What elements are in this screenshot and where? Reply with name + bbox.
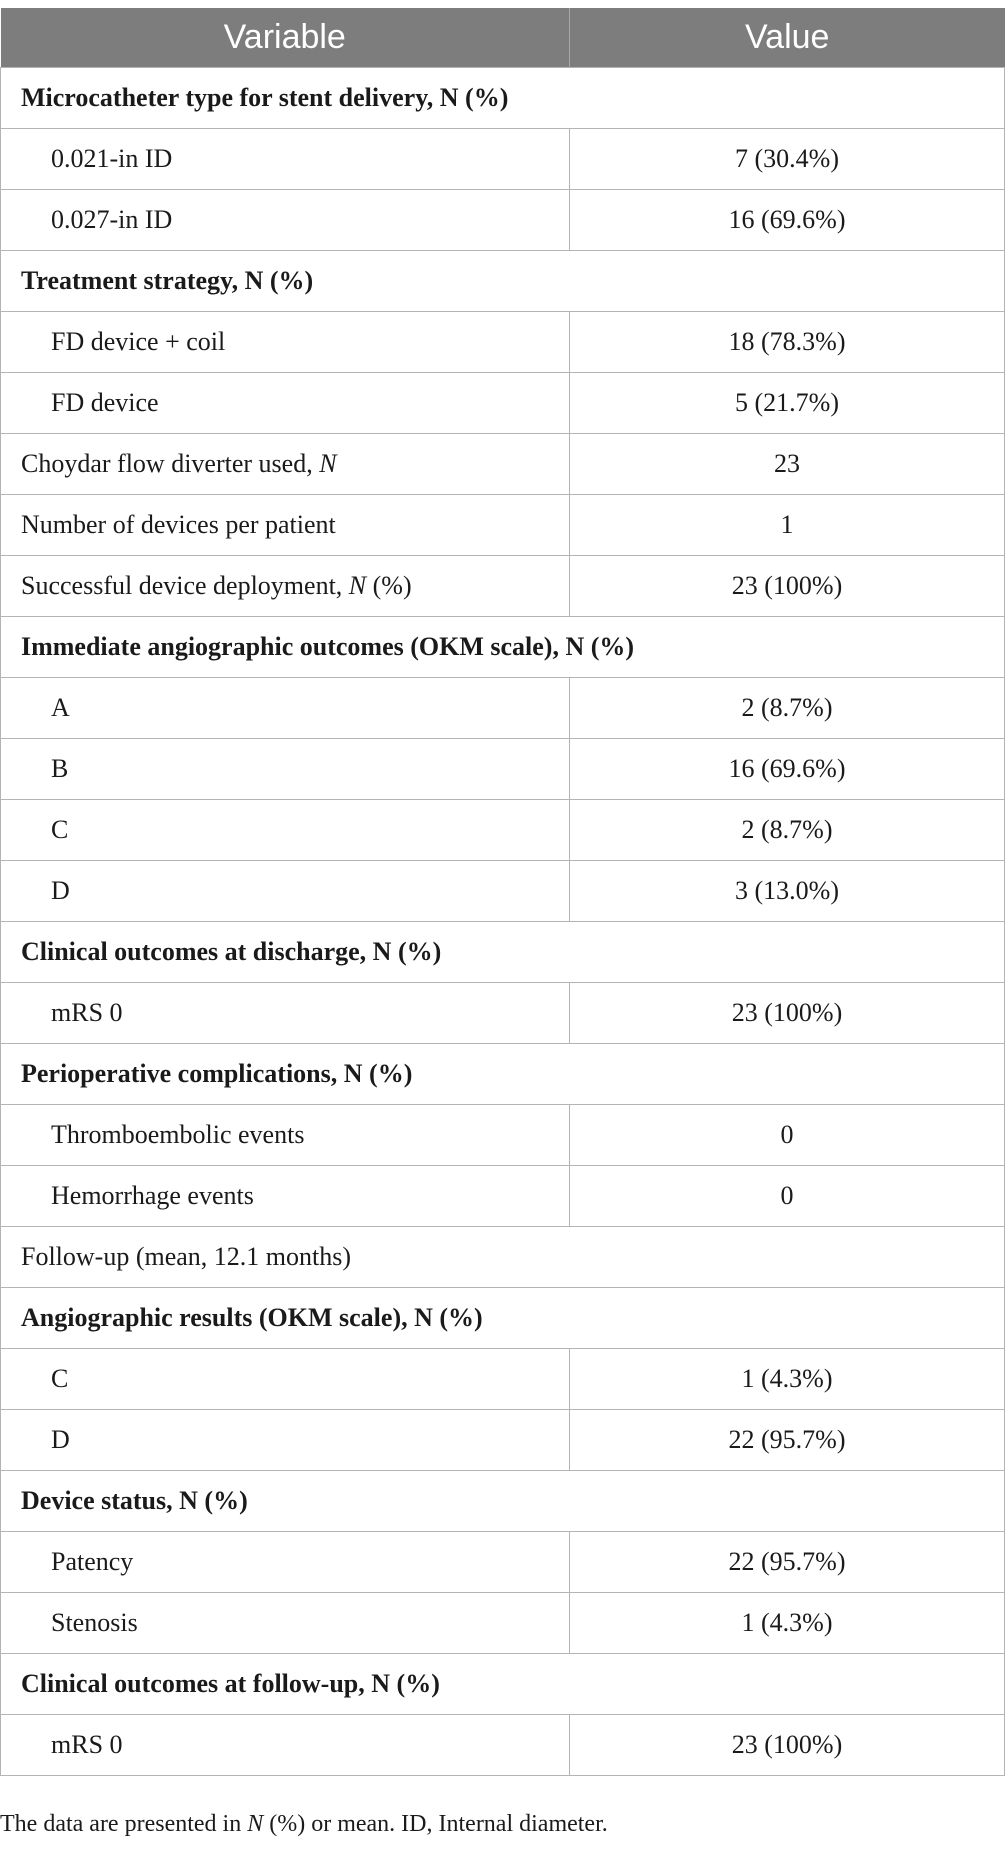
table-row — [1, 800, 1005, 861]
row-label — [1, 434, 570, 495]
table-row — [1, 1349, 1005, 1410]
row-label — [1, 556, 570, 617]
row-value: 16 (69.6%) — [570, 739, 1005, 800]
table-row — [1, 1715, 1005, 1776]
section-label: Clinical outcomes at follow-up, N (%) — [1, 1654, 1005, 1715]
table-row — [1, 373, 1005, 434]
table-body — [1, 68, 1005, 1776]
section-label: Perioperative complications, N (%) — [1, 1044, 1005, 1105]
footnote-text: The data are presented in — [0, 1811, 248, 1837]
row-label: 0.027-in ID — [1, 190, 570, 251]
table-section-row — [1, 68, 1005, 129]
row-label: 0.021-in ID — [1, 129, 570, 190]
row-label-suffix: (%) — [366, 571, 412, 600]
table-row — [1, 434, 1005, 495]
table-row — [1, 678, 1005, 739]
row-label-text: Successful device deployment, — [21, 571, 349, 600]
row-value: 23 — [570, 434, 1005, 495]
row-value: 23 (100%) — [570, 556, 1005, 617]
table-row — [1, 1105, 1005, 1166]
table-row — [1, 983, 1005, 1044]
row-value: 1 (4.3%) — [570, 1593, 1005, 1654]
table-footnote — [0, 1811, 608, 1838]
section-label: Treatment strategy, N (%) — [1, 251, 1005, 312]
section-label: Device status, N (%) — [1, 1471, 1005, 1532]
table-row — [1, 129, 1005, 190]
table-row — [1, 312, 1005, 373]
table-row — [1, 1410, 1005, 1471]
section-label: Clinical outcomes at discharge, N (%) — [1, 922, 1005, 983]
row-value: 0 — [570, 1166, 1005, 1227]
table-row — [1, 556, 1005, 617]
row-value: 3 (13.0%) — [570, 861, 1005, 922]
row-value: 7 (30.4%) — [570, 129, 1005, 190]
table-row — [1, 1166, 1005, 1227]
row-label: Hemorrhage events — [1, 1166, 570, 1227]
row-label-italic: N — [348, 571, 367, 600]
table-section-row — [1, 617, 1005, 678]
table-section-row — [1, 1471, 1005, 1532]
table-row — [1, 190, 1005, 251]
table-section-row — [1, 1654, 1005, 1715]
table-row — [1, 1593, 1005, 1654]
row-label: B — [1, 739, 570, 800]
row-label-italic: N — [319, 449, 337, 478]
row-value: 2 (8.7%) — [570, 800, 1005, 861]
row-label: A — [1, 678, 570, 739]
footnote-text-end: (%) or mean. ID, Internal diameter. — [263, 1811, 608, 1837]
row-value: 2 (8.7%) — [570, 678, 1005, 739]
section-label: Angiographic results (OKM scale), N (%) — [1, 1288, 1005, 1349]
row-label: FD device — [1, 373, 570, 434]
row-label: Patency — [1, 1532, 570, 1593]
table-row — [1, 495, 1005, 556]
row-value: 23 (100%) — [570, 1715, 1005, 1776]
table-header-row — [1, 8, 1005, 68]
row-value: 1 (4.3%) — [570, 1349, 1005, 1410]
row-value: 18 (78.3%) — [570, 312, 1005, 373]
table-row — [1, 861, 1005, 922]
row-label: D — [1, 1410, 570, 1471]
table-row — [1, 1227, 1005, 1288]
row-label: D — [1, 861, 570, 922]
row-value: 22 (95.7%) — [570, 1410, 1005, 1471]
row-label: C — [1, 800, 570, 861]
row-label: mRS 0 — [1, 983, 570, 1044]
row-value: 23 (100%) — [570, 983, 1005, 1044]
row-value: 5 (21.7%) — [570, 373, 1005, 434]
row-value: 1 — [570, 495, 1005, 556]
header-value: Value — [570, 8, 1005, 68]
table-row — [1, 1532, 1005, 1593]
row-value: 0 — [570, 1105, 1005, 1166]
table-section-row — [1, 1044, 1005, 1105]
table-section-row — [1, 1288, 1005, 1349]
header-variable: Variable — [1, 8, 570, 68]
section-label: Microcatheter type for stent delivery, N (%) — [1, 68, 1005, 129]
row-label: mRS 0 — [1, 1715, 570, 1776]
table-row — [1, 739, 1005, 800]
row-value: 16 (69.6%) — [570, 190, 1005, 251]
row-label: C — [1, 1349, 570, 1410]
row-label: Number of devices per patient — [1, 495, 570, 556]
row-label: Thromboembolic events — [1, 1105, 570, 1166]
footnote-italic: N — [247, 1811, 264, 1837]
row-value: 22 (95.7%) — [570, 1532, 1005, 1593]
section-label: Immediate angiographic outcomes (OKM scale), N (%) — [1, 617, 1005, 678]
table-section-row — [1, 922, 1005, 983]
row-label: Stenosis — [1, 1593, 570, 1654]
row-label: Follow-up (mean, 12.1 months) — [1, 1227, 1005, 1288]
results-table-container — [0, 8, 1005, 1776]
results-table — [0, 8, 1005, 1776]
row-label: FD device + coil — [1, 312, 570, 373]
row-label-text: Choydar flow diverter used, — [21, 449, 320, 478]
table-section-row — [1, 251, 1005, 312]
